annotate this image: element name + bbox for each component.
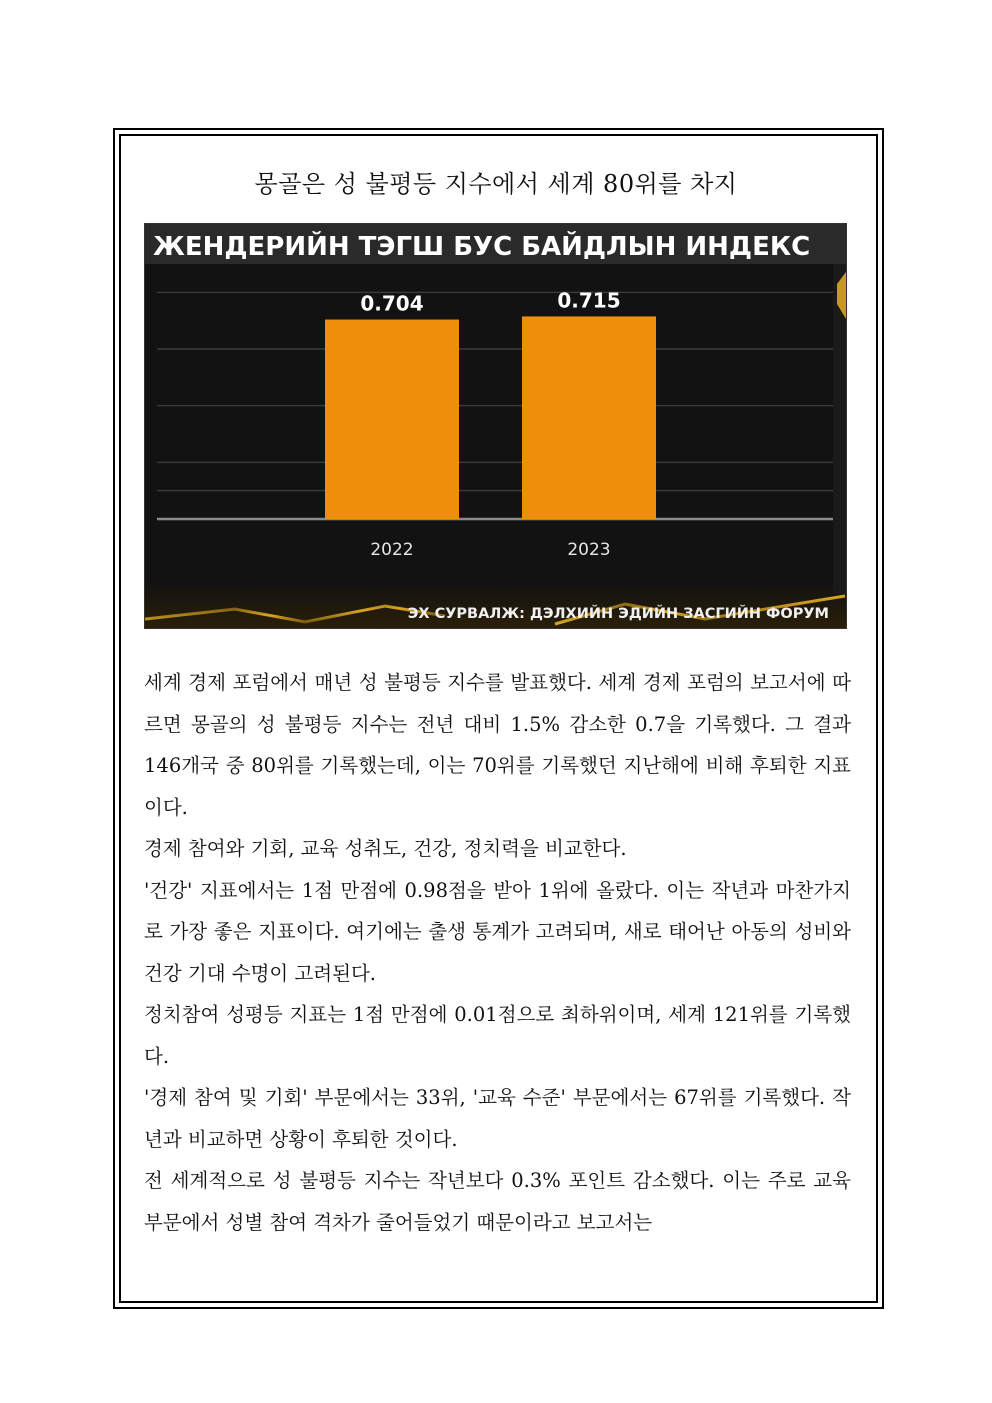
chart-background [145, 224, 846, 628]
data-label: 0.704 [360, 291, 424, 316]
chart-title: ЖЕНДЕРИЙН ТЭГШ БУС БАЙДЛЫН ИНДЕКС [153, 232, 811, 262]
chart-source: ЭХ СУРВАЛЖ: ДЭЛХИЙН ЭДИЙН ЗАСГИЙН ФОРУМ [407, 606, 829, 622]
x-tick-label: 2023 [567, 540, 611, 560]
article-title: 몽골은 성 불평등 지수에서 세계 80위를 차지 [254, 170, 738, 198]
paragraph: 정치참여 성평등 지표는 1점 만점에 0.01점으로 최하위이며, 세계 121위를 기록했다. [144, 1003, 851, 1068]
bar-2022 [325, 320, 459, 519]
data-label: 0.715 [557, 288, 621, 313]
paragraph: '경제 참여 및 기회' 부문에서는 33위, '교육 수준' 부문에서는 67위를 기록했다. 작년과 비교하면 상황이 후퇴한 것이다. [144, 1086, 851, 1151]
chart-figure [144, 223, 847, 629]
x-tick-label: 2022 [370, 540, 414, 560]
bar-2023 [522, 316, 656, 519]
paragraph: 전 세계적으로 성 불평등 지수는 작년보다 0.3% 포인트 감소했다. 이는 주로 교육 부문에서 성별 참여 격차가 줄어들었기 때문이라고 보고서는 [144, 1169, 851, 1234]
paragraph: 세계 경제 포럼에서 매년 성 불평등 지수를 발표했다. 세계 경제 포럼의 보고서에 따르면 몽골의 성 불평등 지수는 전년 대비 1.5% 감소한 0.7을 기록했다. 그 결과 146개국 중 80위를 기록했는데, 이는 70위를 기록했던 지난해에 비해 후퇴한 지표이다. [144, 671, 851, 819]
paragraph: 경제 참여와 기회, 교육 성취도, 건강, 정치력을 비교한다. [144, 837, 627, 860]
article-body [144, 662, 851, 1243]
bar-chart [145, 224, 846, 628]
paragraph: '건강' 지표에서는 1점 만점에 0.98점을 받아 1위에 올랐다. 이는 작년과 마찬가지로 가장 좋은 지표이다. 여기에는 출생 통계가 고려되며, 새로 태어난 아동의 성비와 건강 기대 수명이 고려된다. [144, 878, 851, 985]
